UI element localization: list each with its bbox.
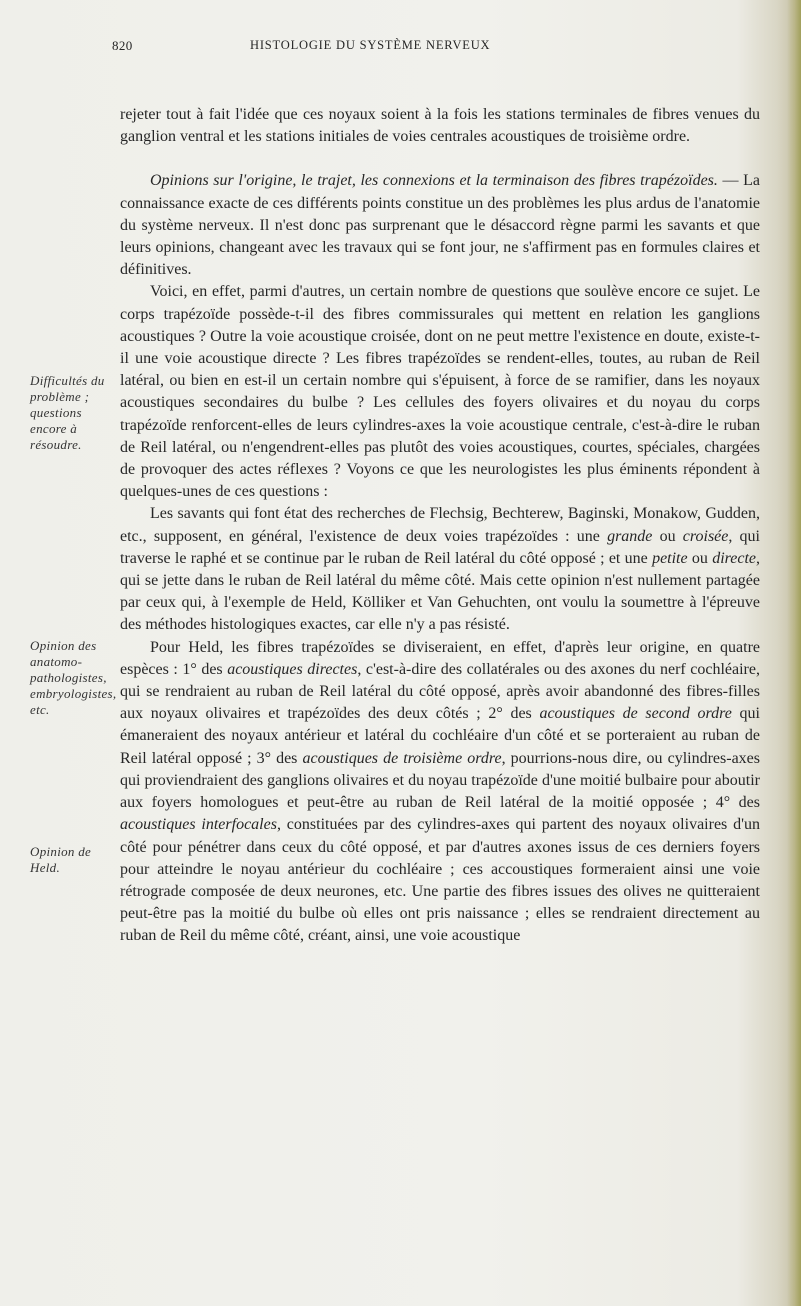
text-span: , constituées par des cylindres-axes qui partent des noyaux olivaires d'un côté pour pénétrer dans ceux du côté opposé, et par d'autres axones issus de ces derniers foyers pour atteindre le noyau antérieur du cochléaire ; ces accoustiques formeraient ainsi une voie rétrograde composée de deux neurones, etc. Une partie des fibres issues des olives ne quitteraient peut-être pas la moitié du bulbe où elles ont pris naissance ; elles se rendraient directement au ruban de Reil du même côté, créant, ainsi, une voie acoustique [120,816,761,945]
text-span: , qui se jette dans le ruban de Reil latéral du même côté. Mais cette opinion n'est nullement partagée par ceux qui, à l'exemple de Held, Kölliker et Van Gehuchten, ont voulu la soumettre à l'épreuve des méthodes histologiques exactes, car elle n'y a pas résisté. [120,549,761,634]
paragraph-held [120,637,760,948]
emphasis: acoustiques directes [227,660,358,678]
margin-note-difficultes: Difficultés du problème ; questions encore à résoudre. [30,373,105,452]
emphasis: grande [607,527,653,545]
paragraph-intro: rejeter tout à fait l'idée que ces noyaux soient à la fois les stations terminales de fibres venues du ganglion ventral et les stations initiales de voies centrales acoustiques de troisième ordre. [120,106,760,146]
text-span: ou [652,527,683,545]
paragraph-opinions-body: — La connaissance exacte de ces différents points constitue un des problèmes les plus ardus de l'anatomie du système nerveux. Il n'est donc pas surprenant que le désaccord règne parmi les savants et que leurs opinions, changeant avec les travaux qui se font jour, ne s'affirment pas en formules claires et définitives. [120,172,761,279]
emphasis: acoustiques de second ordre [539,705,732,723]
text-span: , pourrions-nous dire, ou cylindres-axes qui proviendraient des ganglions olivaires et du noyau trapézoïde d'une moitié bulbaire pour aboutir aux foyers homologues et peut-être au ruban de Reil latéral de la moitié opposée ; 4° des [120,749,760,812]
paragraph-questions: Voici, en effet, parmi d'autres, un certain nombre de questions que soulève encore ce sujet. Le corps trapézoïde possède-t-il des fibres commissurales qui mettent en relation les ganglions acoustiques ? Outre la voie acoustique croisée, dont on ne peut mettre l'existence en doute, existe-t-il une voie acoustique directe ? Les fibres trapézoïdes se rendent-elles, toutes, au ruban de Reil latéral, ou bien en est-il un certain nombre qui s'épuisent, à force de se ramifier, dans les noyaux acoustiques secondaires du bulbe ? Les cellules des foyers olivaires et du noyau du corps trapézoïde renforcent-elles de leurs cylindres-axes la voie acoustique centrale, c'est-à-dire le ruban de Reil latéral, ou n'engendrent-elles pas plutôt des voies acoustiques, courtes, spéciales, chargées de provoquer des actes réflexes ? Voyons ce que les neurologistes les plus éminents répondent à quelques-unes de ces questions : [120,283,760,501]
body-text [120,104,760,948]
margin-note-opinion-held: Opinion de Held. [30,844,92,875]
page-number: 820 [112,38,133,53]
text-span: , c'est-à-dire des collatérales ou des axones du nerf cochléaire, qui se rendraient au ruban de Reil latéral du côté opposé, après avoir abandonné des fibres-filles aux noyaux olivaires et trapézoïdes des deux côtés ; 2° des [120,660,760,723]
page-edge-shadow [787,0,801,1306]
page-header [0,38,801,58]
emphasis: acoustiques interfocales [120,816,277,834]
text-span: qui émaneraient des noyaux antérieur et latéral du cochléaire d'un côté et se porteraient au ruban de Reil latéral opposé ; 3° des [120,705,760,767]
text-span: ou [687,549,713,567]
text-span: Pour Held, les fibres trapézoïdes se diviseraient, en effet, d'après leur origine, en quatre espèces : 1° des [120,638,760,678]
text-span: Les savants qui font état des recherches de Flechsig, Bechterew, Baginski, Monakow, Gudden, etc., supposent, en général, l'existence de deux voies trapézoïdes : une [120,505,760,545]
paragraph-opinions [120,170,760,281]
running-head: HISTOLOGIE DU SYSTÈME NERVEUX [250,38,491,52]
section-title: Opinions sur l'origine, le trajet, les connexions et la terminaison des fibres trapézoïdes. [150,172,718,190]
margin-note-opinion-anatomo-pathologistes: Opinion des anatomo-pathologistes, embryologistes, etc. [30,638,117,717]
emphasis: petite [652,549,688,567]
emphasis: directe [712,549,757,567]
text-span: , qui traverse le raphé et se continue par le ruban de Reil latéral du côté opposé ; et une [120,527,761,567]
emphasis: acoustiques de troisième ordre [302,749,502,767]
paragraph-anatomo-pathologistes [120,503,760,636]
emphasis: croisée [682,527,729,545]
